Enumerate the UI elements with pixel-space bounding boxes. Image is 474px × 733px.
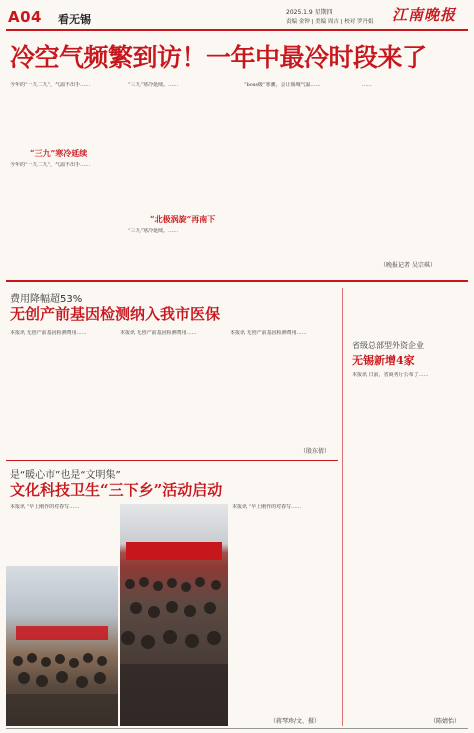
- culture-body-col-1: 本报讯 “早上刚作的对春写……: [10, 504, 80, 510]
- top-byline: （晚报记者 吴宗琪）: [380, 262, 436, 269]
- culture-photo-1: [6, 566, 118, 726]
- editor-line: 责编 金钟 | 美编 周吉 | 校对 罗丹娟: [286, 19, 374, 25]
- top-body-col-2: “三九”寒冷延续。……: [128, 82, 179, 88]
- medical-headline: 无创产前基因检测纳入我市医保: [10, 305, 221, 323]
- culture-headline: 文化科技卫生“三下乡”活动启动: [10, 481, 223, 499]
- top-headline: 冷空气频繁到访！一年中最冷时段来了: [10, 43, 427, 72]
- page-bottom-rule: [6, 728, 468, 729]
- side-body: 本报讯 日前，省商务厅公布了……: [352, 372, 429, 378]
- top-body-col-3: “boss级”寒潮，会让锡城气温……: [244, 82, 321, 88]
- culture-byline: （蒋琴珍/文、摄）: [270, 718, 321, 725]
- medical-rule: [6, 460, 338, 461]
- side-kicker: 省级总部型外资企业: [352, 341, 424, 350]
- issue-date: 2025.1.9 星期四: [286, 9, 333, 16]
- medical-byline: （殷东倩）: [300, 448, 331, 455]
- top-body-col-4: ……: [362, 82, 372, 88]
- subhead-sanjiu: “三九”寒冷延续: [30, 148, 88, 158]
- side-headline: 无锡新增4家: [352, 354, 415, 367]
- section-name: 看无锡: [58, 13, 91, 26]
- top-story-rule: [6, 280, 468, 282]
- medical-body-col-2: 本报讯 无创产前基因检测费用……: [120, 330, 197, 336]
- column-divider: [342, 288, 343, 726]
- culture-kicker: 是“暖心市”也是“文明集”: [10, 470, 121, 481]
- top-body-col-2b: “三九”寒冷延续。……: [128, 228, 179, 234]
- top-body-col-1: 今年的“一九二九”，气温不出手……: [10, 82, 91, 88]
- masthead-rule: [6, 29, 468, 31]
- medical-body-col-1: 本报讯 无创产前基因检测费用……: [10, 330, 87, 336]
- subhead-polar-vortex: “北极涡旋”再南下: [150, 214, 216, 224]
- paper-logo: 江南晚报: [392, 6, 457, 24]
- side-byline: （陈婧怡）: [430, 718, 461, 725]
- page-number: A04: [8, 8, 42, 26]
- medical-body-col-3: 本报讯 无创产前基因检测费用……: [230, 330, 307, 336]
- culture-photo-2: [120, 504, 228, 726]
- top-body-col-1b: 今年的“一九二九”，气温不出手……: [10, 162, 91, 168]
- culture-body-col-2: 本报讯 “早上刚作的对春写……: [232, 504, 302, 510]
- medical-kicker: 费用降幅超53%: [10, 294, 83, 305]
